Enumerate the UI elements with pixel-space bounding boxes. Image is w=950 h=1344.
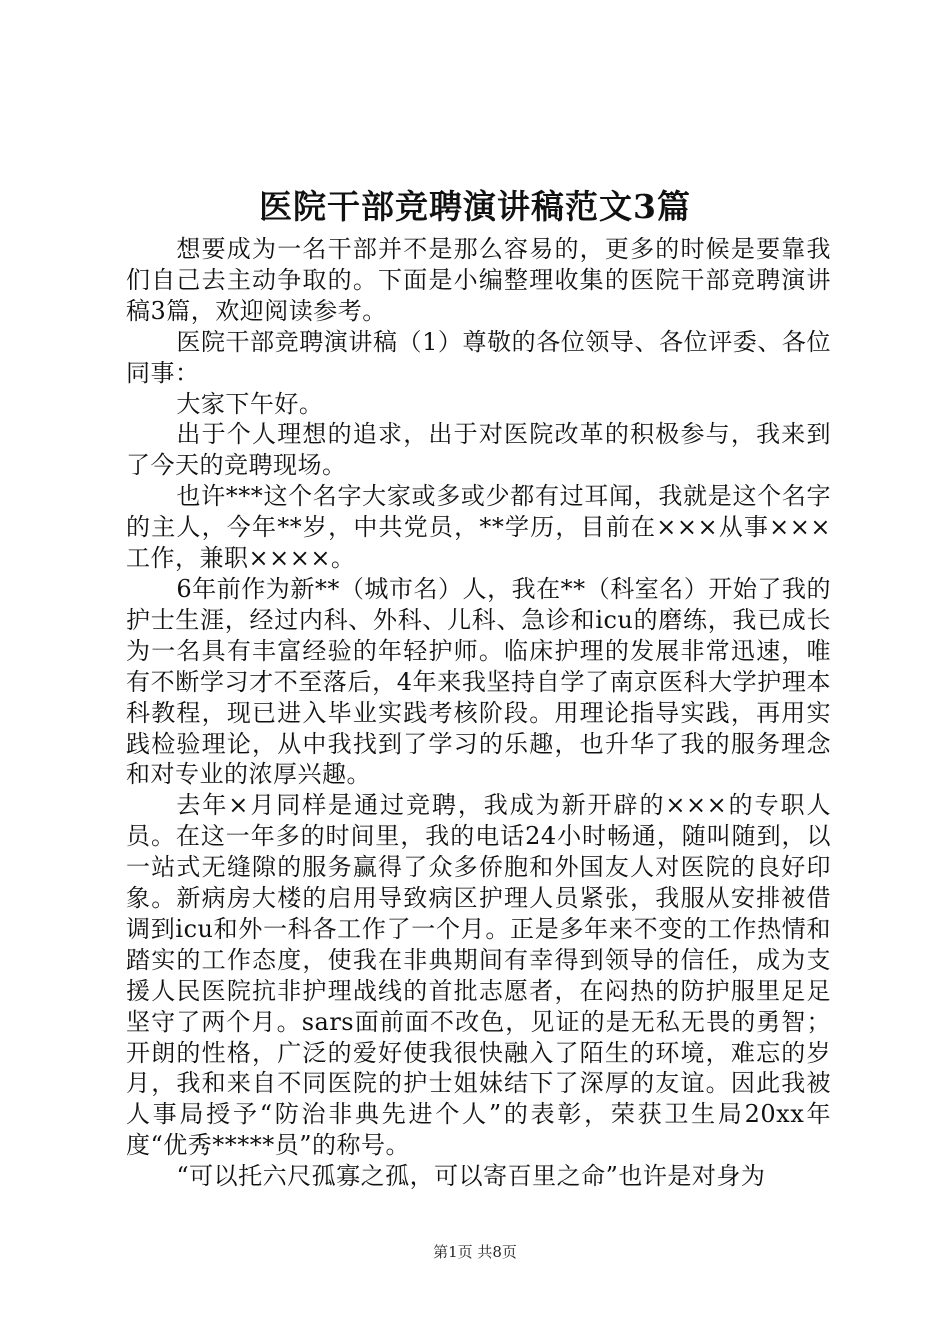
document-body	[126, 234, 831, 1192]
paragraph-career-history: 6年前作为新**（城市名）人，我在**（科室名）开始了我的护士生涯，经过内科、外科、儿科、急诊和icu的磨练，我已成长为一名具有丰富经验的年轻护师。临床护理的发展非常迅速，唯有不断学习才不至落后，4年来我坚持自学了南京医科大学护理本科教程，现已进入毕业实践考核阶段。用理论指导实践，再用实践检验理论，从中我找到了学习的乐趣，也升华了我的服务理念和对专业的浓厚兴趣。	[126, 574, 831, 789]
paragraph-intro: 想要成为一名干部并不是那么容易的，更多的时候是要靠我们自己去主动争取的。下面是小编整理收集的医院干部竞聘演讲稿3篇，欢迎阅读参考。	[126, 235, 831, 325]
paragraph-speech-heading: 医院干部竞聘演讲稿（1）尊敬的各位领导、各位评委、各位同事：	[126, 327, 831, 387]
page-number-footer: 第1页 共8页	[433, 1243, 517, 1261]
document-title: 医院干部竞聘演讲稿范文3篇	[259, 187, 691, 226]
paragraph-self-introduction: 也许***这个名字大家或多或少都有过耳闻，我就是这个名字的主人，今年**岁，中共党员，**学历，目前在×××从事×××工作，兼职××××。	[126, 482, 831, 573]
paragraph-achievements: 去年×月同样是通过竞聘，我成为新开辟的×××的专职人员。在这一年多的时间里，我的电话24小时畅通，随叫随到，以一站式无缝隙的服务赢得了众多侨胞和外国友人对医院的良好印象。新病房大楼的启用导致病区护理人员紧张，我服从安排被借调到icu和外一科各工作了一个月。正是多年来不变的工作热情和踏实的工作态度，使我在非典期间有幸得到领导的信任，成为支援人民医院抗非护理战线的首批志愿者，在闷热的防护服里足足坚守了两个月。sars面前面不改色，见证的是无私无畏的勇智；开朗的性格，广泛的爱好使我很快融入了陌生的环境，难忘的岁月，我和来自不同医院的护士姐妹结下了深厚的友谊。因此我被人事局授予“防治非典先进个人”的表彰，荣获卫生局20xx年度“优秀*****员”的称号。	[126, 791, 831, 1160]
paragraph-motivation: 出于个人理想的追求，出于对医院改革的积极参与，我来到了今天的竞聘现场。	[126, 420, 831, 480]
paragraph-greeting: 大家下午好。	[176, 389, 324, 418]
paragraph-quote: “可以托六尺孤寡之孤，可以寄百里之命”也许是对身为	[176, 1162, 766, 1191]
